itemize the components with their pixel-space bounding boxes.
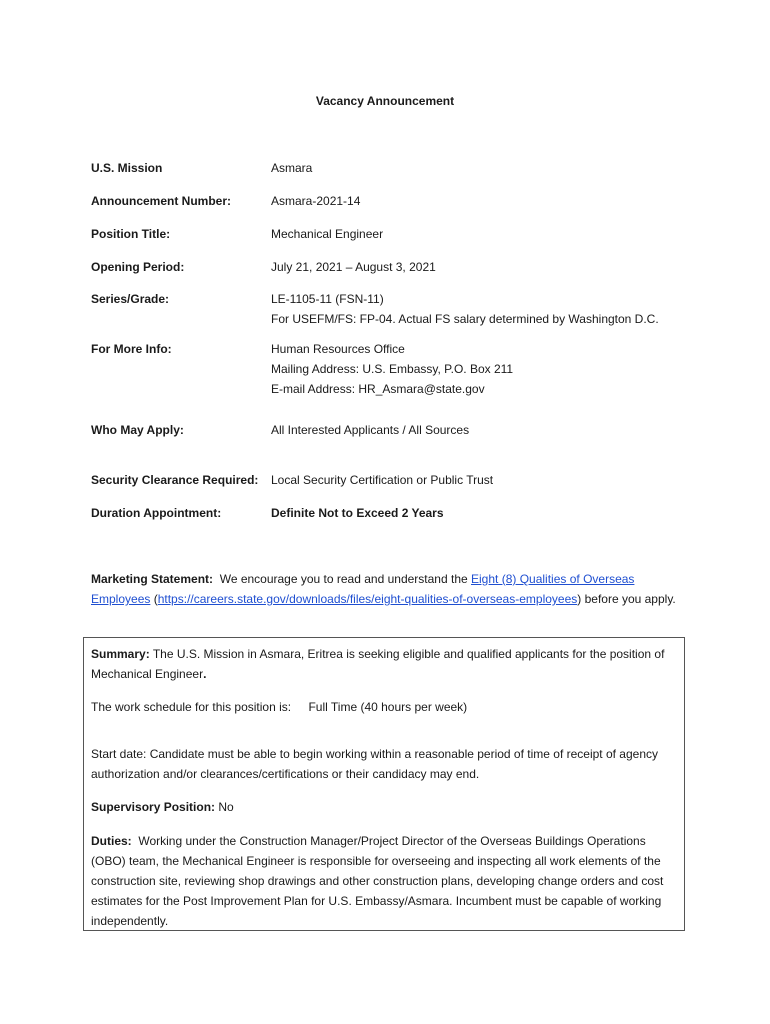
field-value: Local Security Certification or Public Trust — [271, 473, 494, 487]
field-value: Mechanical Engineer — [271, 227, 384, 241]
field-label: Who May Apply: — [91, 423, 184, 437]
summary-text: The U.S. Mission in Asmara, Eritrea is seeking eligible and qualified applicants for the position of Mechanical Engineer — [91, 647, 665, 681]
series-line: LE-1105-11 (FSN-11) — [271, 292, 384, 306]
duties-paragraph — [91, 831, 679, 931]
careers-url-link[interactable]: https://careers.state.gov/downloads/files/eight-qualities-of-overseas-employees — [157, 592, 578, 606]
field-value: Asmara-2021-14 — [271, 194, 361, 208]
mailing-address-line: Mailing Address: U.S. Embassy, P.O. Box 211 — [271, 362, 514, 376]
start-date-paragraph: Start date: Candidate must be able to begin working within a reasonable period of time of receipt of agency authorization and/or clearances/certifications or their candidacy may end. — [91, 747, 659, 781]
schedule-paragraph — [91, 697, 679, 717]
eight-qualities-link[interactable]: Eight (8) Qualities of Overseas Employees — [91, 572, 635, 606]
field-label: U.S. Mission — [91, 161, 163, 175]
summary-label: Summary: — [91, 647, 150, 661]
supervisory-paragraph — [91, 797, 679, 817]
field-label: For More Info: — [91, 342, 172, 356]
marketing-outro: ) before you apply. — [577, 592, 676, 606]
supervisory-value: No — [218, 800, 234, 814]
field-value: July 21, 2021 – August 3, 2021 — [271, 260, 436, 274]
field-label: Position Title: — [91, 227, 171, 241]
email-address-line: E-mail Address: HR_Asmara@state.gov — [271, 382, 485, 396]
field-value — [271, 289, 659, 329]
open-paren: ( — [153, 592, 158, 606]
field-value: Definite Not to Exceed 2 Years — [271, 506, 444, 520]
field-label: Opening Period: — [91, 260, 185, 274]
office-line: Human Resources Office — [271, 342, 405, 356]
page-title: Vacancy Announcement — [315, 94, 455, 108]
supervisory-label: Supervisory Position: — [91, 800, 216, 814]
field-label: Security Clearance Required: — [91, 473, 259, 487]
field-value — [271, 339, 513, 399]
summary-end: . — [203, 667, 207, 681]
summary-box — [83, 637, 685, 931]
field-label: Announcement Number: — [91, 194, 232, 208]
schedule-text: The work schedule for this position is: — [91, 700, 292, 714]
marketing-intro: We encourage you to read and understand the — [219, 572, 468, 586]
salary-line: For USEFM/FS: FP-04. Actual FS salary determined by Washington D.C. — [271, 312, 659, 326]
marketing-label: Marketing Statement: — [91, 572, 214, 586]
field-value: Asmara — [271, 161, 313, 175]
duties-text: Working under the Construction Manager/Project Director of the Overseas Buildings Operations (OBO) team, the Mechanical Engineer is responsible for overseeing and inspecting all work elements of the construction site, reviewing shop drawings and other construction plans, developing change orders and cost estimates for the Post Improvement Plan for U.S. Embassy/Asmara. Incumbent must be capable of working independently. — [91, 834, 664, 928]
field-label: Series/Grade: — [91, 292, 170, 306]
summary-paragraph — [91, 644, 679, 684]
marketing-statement — [91, 569, 681, 609]
schedule-value: Full Time (40 hours per week) — [308, 700, 468, 714]
field-value: All Interested Applicants / All Sources — [271, 423, 470, 437]
duties-label: Duties: — [91, 834, 132, 848]
field-label: Duration Appointment: — [91, 506, 222, 520]
